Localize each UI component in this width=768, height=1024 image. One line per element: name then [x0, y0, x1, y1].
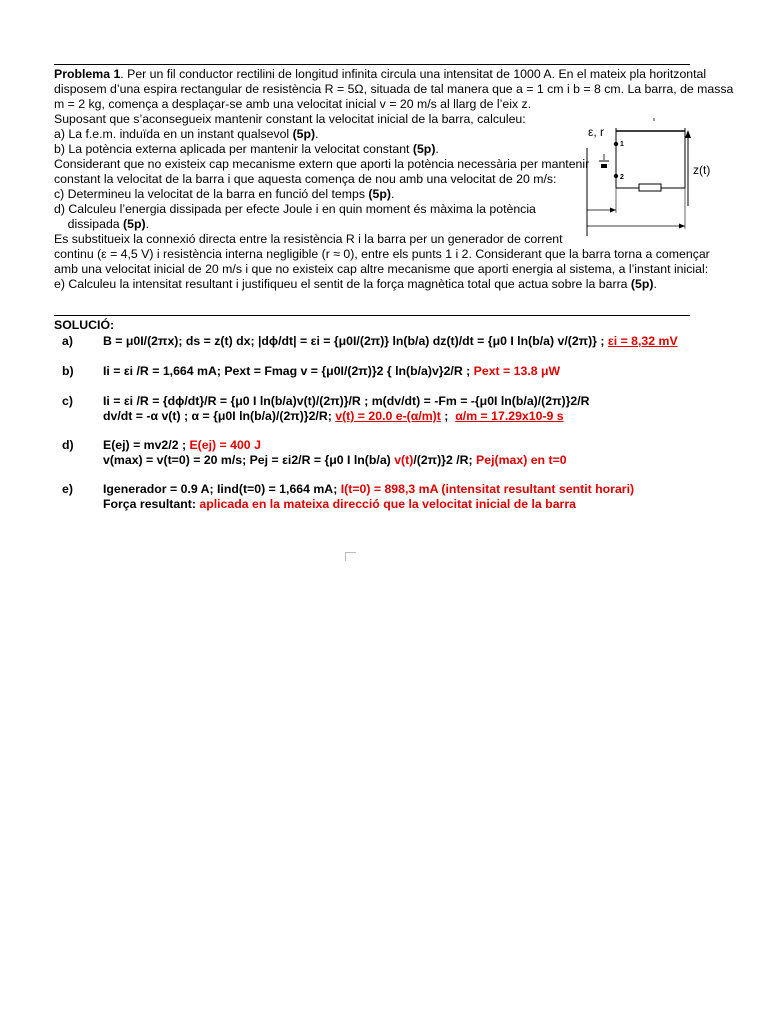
solution-b-label: b)	[62, 364, 74, 378]
points-b: (5p)	[412, 142, 436, 156]
result-d-power: Pej(max) en t=0	[476, 453, 567, 467]
terminal-2	[614, 174, 618, 178]
solution-d-line-2: v(max) = v(t=0) = 20 m/s; Pej = εi2/R = {μ0 I ln(b/a) v(t)/(2π)}2 /R; Pej(max) en t=0	[103, 453, 567, 467]
solution-c-line-1: Ii = εi /R = {dϕ/dt}/R = {μ0 I ln(b/a)v(t)/(2π)}/R ; m(dv/dt) = -Fm = -{μ0I ln(b/a)/(2π)}2/R	[103, 394, 590, 408]
solution-a: B = μ0I/(2πx); ds = z(t) dx; |dϕ/dt| = εi = {μ0I/(2π)} ln(b/a) dz(t)/dt = {μ0 I ln(b/a) v/(2π)} ; εi = 8,32 mV	[103, 334, 678, 348]
points-e: (5p)	[630, 277, 654, 291]
emf-label: ε, r	[588, 125, 605, 139]
question-c: c) Determineu la velocitat de la barra en funció del temps (5p).	[54, 187, 395, 201]
page-mark	[345, 552, 356, 561]
solution-d-label: d)	[62, 438, 74, 452]
middle-rule	[54, 315, 690, 316]
problem-line-12: Es substitueix la connexió directa entre la resistència R i la barra per un generador de corrent	[54, 232, 563, 246]
terminal-1	[614, 142, 618, 146]
result-b: Pext = 13.8 μW	[473, 364, 561, 378]
solution-b: Ii = εi /R = 1,664 mA; Pext = Fmag v = {μ0I/(2π)}2 { ln(b/a)v}2/R ; Pext = 13.8 μW	[103, 364, 561, 378]
problem-line-3: m = 2 kg, comença a desplaçar-se amb una velocitat inicial v = 20 m/s al llarg de l’eix z.	[54, 97, 532, 111]
solution-header: SOLUCIÓ:	[54, 318, 115, 332]
problem-line-14: amb una velocitat inicial de 20 m/s i que no existeix cap altre mecanisme que aporti energia al sistema, a l’instant inicial:	[54, 262, 709, 276]
result-e-current: I(t=0) = 898,3 mA (intensitat resultant sentit horari)	[340, 482, 635, 496]
solution-c-line-2: dv/dt = -α v(t) ; α = {μ0I ln(b/a)/(2π)}2/R; v(t) = 20.0 e-(α/m)t ; α/m = 17.29x10-9 s	[103, 409, 564, 423]
question-e: e) Calculeu la intensitat resultant i justifiqueu el sentit de la força magnètica total que actua sobre la barra (5p).	[54, 277, 657, 291]
problem-line-2: disposem d’una espira rectangular de resistència R = 5Ω, situada de tal manera que a = 1 cm i b = 8 cm. La barra, de massa	[54, 82, 734, 96]
terminal-1-label: 1	[620, 141, 624, 148]
solution-e-line-2: Força resultant: aplicada en la mateixa direcció que la velocitat inicial de la barra	[103, 497, 576, 511]
solution-c-label: c)	[62, 394, 73, 408]
problem-line-13: continu (ε = 4,5 V) i resistència interna negligible (r ≈ 0), entre els punts 1 i 2. Considerant que la barra torna a començar	[54, 247, 710, 261]
points-a: (5p)	[292, 127, 316, 141]
solution-a-label: a)	[62, 334, 73, 348]
points-d: (5p)	[123, 217, 146, 231]
problem-title: Problema 1	[54, 67, 121, 81]
result-c-velocity: v(t) = 20.0 e-(α/m)t	[335, 409, 441, 423]
question-b: b) La potència externa aplicada per mantenir la velocitat constant (5p).	[54, 142, 439, 156]
zt-label: z(t)	[693, 163, 711, 177]
resistor	[639, 184, 661, 191]
solution-d-line-1: E(ej) = mv2/2 ; E(ej) = 400 J	[103, 438, 261, 452]
problem-line-1: Problema 1. Per un fil conductor rectilini de longitud infinita circula una intensitat de 1000 A. En el mateix pla horitzontal	[54, 67, 707, 81]
result-d-energy: E(ej) = 400 J	[189, 438, 261, 452]
question-d-cont: dissipada (5p).	[54, 217, 150, 231]
solution-e-line-1: Igenerador = 0.9 A; Iind(t=0) = 1,664 mA; I(t=0) = 898,3 mA (intensitat resultant sentit horari)	[103, 482, 635, 496]
solution-e-label: e)	[62, 482, 73, 496]
points-c: (5p)	[368, 187, 391, 201]
problem-line-4: Suposant que s’aconsegueix mantenir constant la velocitat inicial de la barra, calculeu:	[54, 112, 526, 126]
question-d: d) Calculeu l’energia dissipada per efecte Joule i en quin moment és màxima la potència	[54, 202, 536, 216]
result-c-alpha: α/m = 17.29x10-9 s	[455, 409, 564, 423]
problem-line-8: constant la velocitat de la barra i que aquesta comença de nou amb una velocitat de 20 m/s:	[54, 172, 557, 186]
result-a: εi = 8,32 mV	[607, 334, 678, 348]
battery-plate-short	[601, 164, 607, 168]
circuit-diagram	[582, 118, 732, 238]
terminal-2-label: 2	[620, 174, 624, 181]
result-e-force: aplicada en la mateixa direcció que la velocitat inicial de la barra	[199, 497, 576, 511]
problem-line-7: Considerant que no existeix cap mecanisme extern que aporti la potència necessària per mantenir	[54, 157, 590, 171]
question-a: a) La f.e.m. induïda en un instant qualsevol (5p).	[54, 127, 319, 141]
top-rule	[54, 64, 690, 65]
